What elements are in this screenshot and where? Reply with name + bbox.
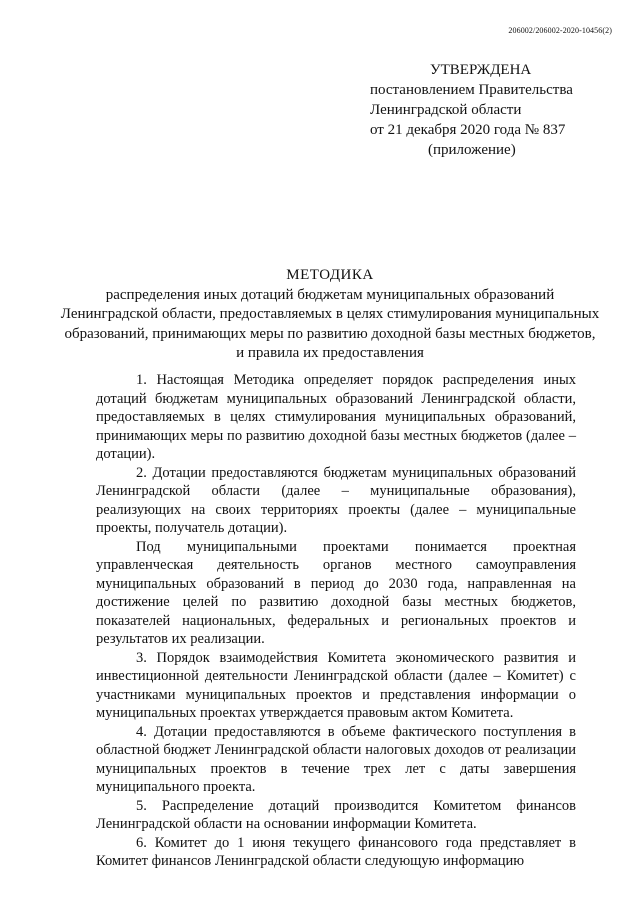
document-heading bbox=[60, 266, 600, 364]
approval-line-2: Ленинградской области bbox=[370, 102, 522, 118]
paragraph: 5. Распределение дотаций производится Комитетом финансов Ленинградской области на основании информации Комитета. bbox=[96, 797, 576, 832]
paragraph: 3. Порядок взаимодействия Комитета экономического развития и инвестиционной деятельности Ленинградской области (далее – Комитет) с участниками муниципальных проектов и представления информации о муниципальных проектах утверждается правовым актом Комитета. bbox=[96, 649, 576, 721]
paragraph: 1. Настоящая Методика определяет порядок распределения иных дотаций бюджетам муниципальных образований Ленинградской области, предоставляемых в целях стимулирования муниципальных образований, принимающих меры по развитию доходной базы местных бюджетов (далее – дотации). bbox=[96, 372, 576, 462]
approval-appendix: (приложение) bbox=[428, 142, 516, 158]
approval-title: УТВЕРЖДЕНА bbox=[430, 62, 532, 78]
document-title: МЕТОДИКА bbox=[286, 267, 374, 283]
paragraph: 6. Комитет до 1 июня текущего финансового года представляет в Комитет финансов Ленинградской области следующую информацию bbox=[96, 834, 576, 869]
approval-line-3: от 21 декабря 2020 года № 837 bbox=[370, 122, 566, 138]
paragraph: 2. Дотации предоставляются бюджетам муниципальных образований Ленинградской области (далее – муниципальные образования), реализующих на своих территориях проекты (далее – муниципальные проекты, получатель дотации). bbox=[96, 464, 576, 536]
document-code: 206002/206002-2020-10456(2) bbox=[508, 26, 612, 35]
document-body bbox=[96, 371, 576, 871]
approval-line-1: постановлением Правительства bbox=[370, 82, 573, 98]
paragraph: Под муниципальными проектами понимается проектная управленческая деятельность органов местного самоуправления муниципальных образований в период до 2030 года, направленная на достижение целей по развитию доходной базы местных бюджетов, показателей национальных, федеральных и региональных проектов и результатов их реализации. bbox=[96, 538, 576, 647]
paragraph: 4. Дотации предоставляются в объеме фактического поступления в областной бюджет Ленинградской области налоговых доходов от реализации муниципальных проектов в течение трех лет с даты завершения муниципального проекта. bbox=[96, 723, 576, 795]
approval-block bbox=[370, 60, 620, 160]
document-subtitle: распределения иных дотаций бюджетам муниципальных образований Ленинградской области, предоставляемых в целях стимулирования муниципальных образований, принимающих меры по развитию доходной базы местных бюджетов, и правила их предоставления bbox=[60, 286, 600, 361]
